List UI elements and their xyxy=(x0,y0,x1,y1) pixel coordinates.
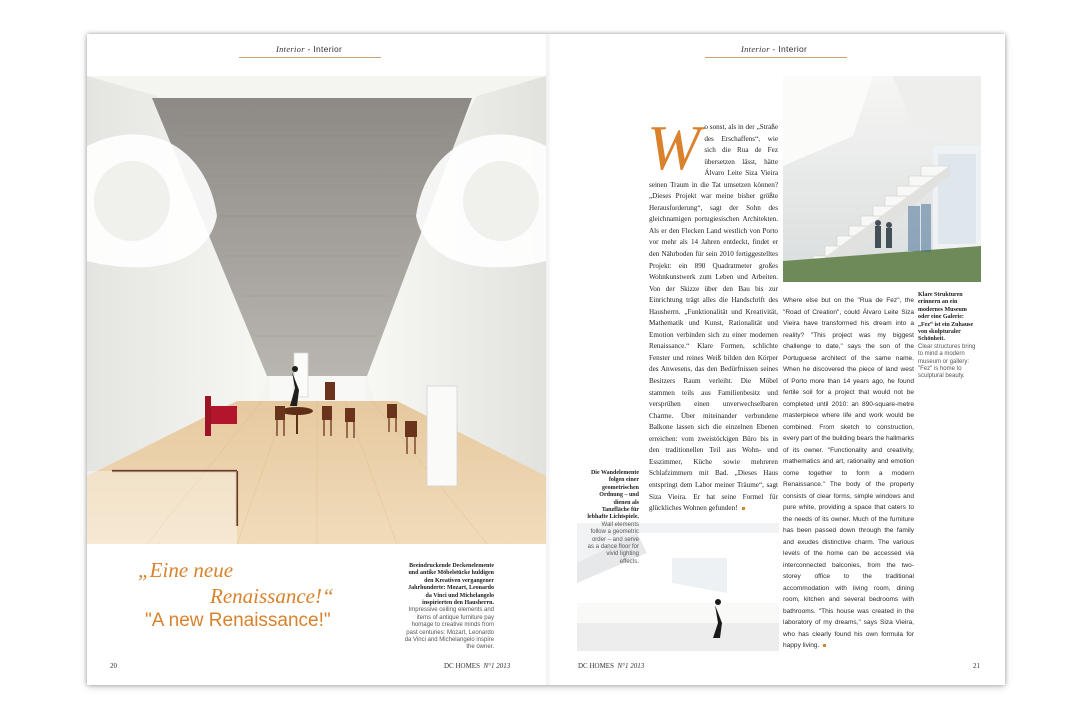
spine-fold xyxy=(546,34,552,685)
page-number-left: 20 xyxy=(110,662,117,670)
headline-german-line2: Renaissance!“ xyxy=(210,584,334,608)
headline-english: "A new Renaissance!" xyxy=(145,610,331,631)
section-rule-right xyxy=(705,57,847,58)
end-mark-icon xyxy=(742,507,745,510)
folio-left: DC HOMES N°1 2013 xyxy=(444,662,511,670)
end-mark-icon xyxy=(823,644,826,647)
caption-main-photo: Beeindruckende Deckenelemente und antike Möbelstücke huldigen den Kreativen vergangener Jahrhunderte: Mozart, Leonardo da Vinci und Michelangelo inspirierten den Hausherrn. Impressive ceiling elements and items of antique furniture pay homage to creative minds from past centuries: Mozart, Leonardo da Vinci and Michelangelo inspire the owner. xyxy=(404,563,494,651)
floating-staircase-photo xyxy=(783,76,981,282)
article-body-english: Where else but on the "Rua de Fez", the "Road of Creation", could Álvaro Leite Siza Vieira have transformed his dream into a reality? "This project was my biggest challenge to date," says the son of the Portuguese architect of the same name. When he discovered the piece of land west of Porto more than 14 years ago, he found fertile soil for a project that would not be completed until 2010: an 890-square-metre masterpiece where life and work would be combined. From sketch to construction, every part of the building bears the hallmarks of its owner. "Functionality and creativity, mathematics and art, rationality and emotion come together to form a modern Renaissance." The body of the property consists of clear forms, simple windows and pure white, providing a space that caters to the needs of its owner. Much of the furniture has been passed down through the family and exudes distinctive charm. The various levels of the home can be accessed via interconnected balconies, from the two-storey office to the traditional accommodation with living room, dining room, kitchen and several bedrooms with bathrooms. "This house was created in the laboratory of my dreams," says Siza Vieira, who has clearly found his own formula for happy living. xyxy=(783,297,914,649)
section-tag-right: Interior - Interior xyxy=(741,44,808,54)
section-tag-left: Interior - Interior xyxy=(276,44,343,54)
drop-cap: W xyxy=(647,112,701,183)
page-number-right: 21 xyxy=(973,662,980,670)
caption-wall-elements: Die Wandelemente folgen einer geometrischen Ordnung – und dienen als Tanzfläche für lebhafte Lichtspiele. Wall elements follow a geometric order – and serve as a dance floor for vivid lighting effects. xyxy=(587,470,639,565)
section-rule-left xyxy=(239,57,381,58)
folio-right: DC HOMES N°1 2013 xyxy=(578,662,645,670)
headline-german-line1: „Eine neue xyxy=(138,558,234,582)
gallery-interior-photo xyxy=(87,76,546,544)
caption-stairs: Klare Strukturen erinnern an ein modernes Museum oder eine Galerie: „Fez“ ist ein Zuhause von skulpturaler Schönheit. Clear structures bring to mind a modern museum or gallery: "Fez" is home to sculptural beauty. xyxy=(918,292,976,380)
article-body-german: W o sonst, als in der „Straße des Erschaffens“, wie sich die Rua de Fez übersetzen lässt, hätte Álvaro Leite Siza Vieira seinen Traum in die Tat umsetzen können? „Dieses Projekt war meine bisher größte Herausforderung“, sagt der Sohn des gleichnamigen portugiesischen Architekten. Als er den Flecken Land westlich von Porto vor mehr als 14 Jahren entdeckt, findet er den Nährboden für sein 2010 fertiggestelltes Projekt: ein 890 Quadratmeter großes Wohnkunstwerk zum Leben und Arbeiten. Von der Skizze über den Bau bis zur Einrichtung trägt alles die Handschrift des Hausherrn. „Funktionalität und Kreativität, Mathematik und Kunst, Rationalität und Emotion verbinden sich zu einer modernen Renaissance.“ Klare Formen, schlichte Fenster und reines Weiß bilden den Körper des Anwesens, das den Bedürfnissen seines Besitzers Raum verleiht. Die Möbel stammen teils aus Familienbesitz und versprühen einen unverwechselbaren Charme. Über miteinander verbundene Balkone lassen sich die einzelnen Ebenen erreichen: vom zweistöckigen Büro bis in den traditionellen Teil aus Wohn- und Esszimmer, Küche sowie mehreren Schlafzimmern mit Bad. „Dieses Haus entspringt dem Labor meiner Träume“, sagt Siza Vieira. Er hat seine Formel für glückliches Wohnen gefunden! xyxy=(647,112,778,513)
